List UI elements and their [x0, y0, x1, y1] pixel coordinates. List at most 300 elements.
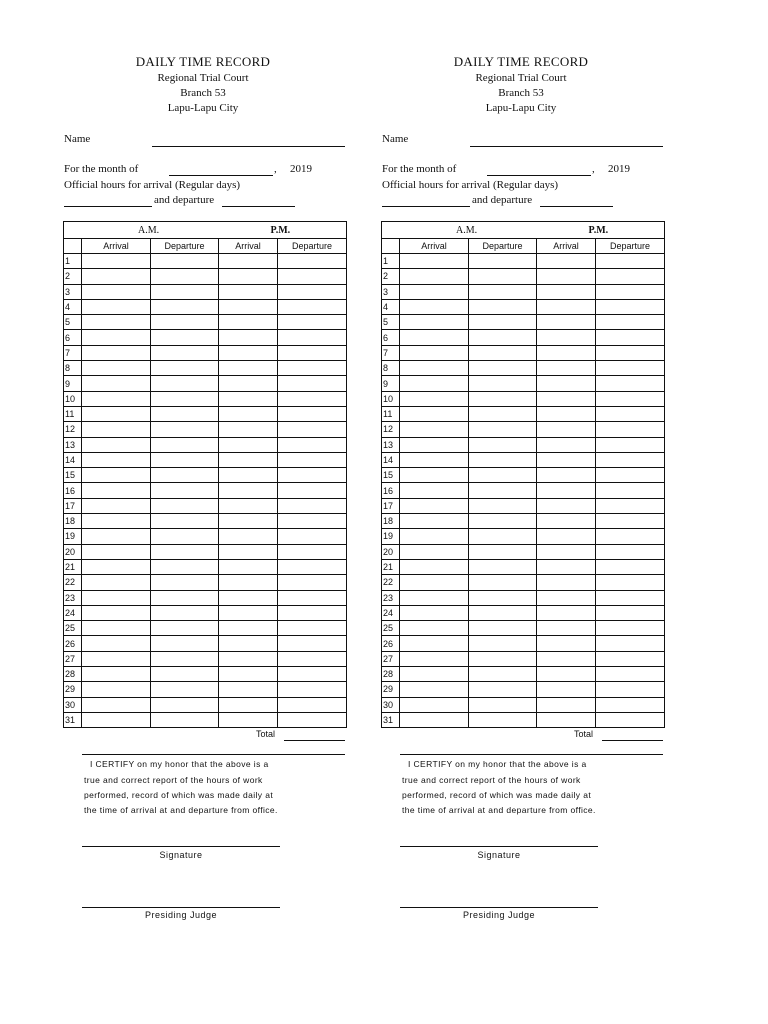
pm-arrival-cell[interactable]	[219, 269, 278, 284]
pm-departure-cell[interactable]	[278, 284, 347, 299]
pm-departure-cell[interactable]	[278, 361, 347, 376]
table-row	[64, 514, 347, 529]
am-arrival-cell[interactable]	[400, 406, 469, 421]
month-comma: ,	[274, 163, 277, 175]
am-departure-cell[interactable]	[469, 376, 537, 391]
signature-line[interactable]	[82, 846, 280, 847]
am-arrival-cell[interactable]	[82, 406, 151, 421]
table-row	[64, 452, 347, 467]
day-number: 12	[64, 422, 82, 437]
am-departure-cell[interactable]	[151, 299, 219, 314]
am-arrival-cell[interactable]	[400, 621, 469, 636]
am-departure-cell[interactable]	[469, 559, 537, 574]
pm-arrival-cell[interactable]	[537, 483, 596, 498]
am-arrival-cell[interactable]	[82, 514, 151, 529]
pm-departure-cell[interactable]	[278, 437, 347, 452]
am-arrival-cell[interactable]	[400, 422, 469, 437]
am-arrival-cell[interactable]	[400, 315, 469, 330]
pm-departure-cell[interactable]	[278, 452, 347, 467]
pm-departure-cell[interactable]	[278, 498, 347, 513]
am-departure-cell[interactable]	[151, 636, 219, 651]
am-arrival-cell[interactable]	[82, 529, 151, 544]
am-departure-cell[interactable]	[469, 667, 537, 682]
am-departure-cell[interactable]	[151, 575, 219, 590]
pm-arrival-cell[interactable]	[537, 636, 596, 651]
pm-arrival-cell[interactable]	[537, 376, 596, 391]
am-departure-cell[interactable]	[151, 483, 219, 498]
am-departure-cell[interactable]	[469, 514, 537, 529]
pm-departure-cell[interactable]	[278, 636, 347, 651]
am-arrival-cell[interactable]	[400, 330, 469, 345]
pm-departure-cell[interactable]	[278, 712, 347, 727]
day-number: 18	[382, 514, 400, 529]
pm-departure-cell[interactable]	[278, 605, 347, 620]
am-departure-cell[interactable]	[469, 636, 537, 651]
am-arrival-cell[interactable]	[82, 559, 151, 574]
pm-arrival-cell[interactable]	[537, 468, 596, 483]
table-row	[382, 284, 665, 299]
am-departure-cell[interactable]	[151, 437, 219, 452]
pm-arrival-cell[interactable]	[219, 590, 278, 605]
name-field[interactable]	[152, 146, 345, 147]
pm-arrival-cell[interactable]	[537, 667, 596, 682]
pm-arrival-cell[interactable]	[219, 254, 278, 269]
am-departure-cell[interactable]	[469, 406, 537, 421]
am-departure-cell[interactable]	[151, 697, 219, 712]
pm-departure-cell[interactable]	[278, 468, 347, 483]
am-departure-cell[interactable]	[151, 605, 219, 620]
pm-departure-cell[interactable]	[278, 590, 347, 605]
am-departure-cell[interactable]	[151, 391, 219, 406]
am-departure-cell[interactable]	[469, 682, 537, 697]
pm-arrival-cell[interactable]	[537, 330, 596, 345]
am-departure-cell[interactable]	[151, 361, 219, 376]
am-arrival-cell[interactable]	[400, 498, 469, 513]
am-arrival-cell[interactable]	[400, 529, 469, 544]
pm-arrival-cell[interactable]	[537, 651, 596, 666]
pm-departure-cell[interactable]	[278, 406, 347, 421]
pm-departure-cell[interactable]	[596, 575, 665, 590]
pm-arrival-cell[interactable]	[219, 651, 278, 666]
pm-arrival-cell[interactable]	[537, 284, 596, 299]
am-departure-cell[interactable]	[469, 254, 537, 269]
am-arrival-cell[interactable]	[400, 605, 469, 620]
am-departure-cell[interactable]	[469, 697, 537, 712]
pm-arrival-cell[interactable]	[537, 529, 596, 544]
am-departure-cell[interactable]	[151, 376, 219, 391]
pm-departure-cell[interactable]	[596, 330, 665, 345]
pm-departure-cell[interactable]	[278, 697, 347, 712]
certify-line-1: I CERTIFY on my honor that the above is a	[90, 759, 269, 769]
pm-arrival-cell[interactable]	[537, 437, 596, 452]
am-arrival-cell[interactable]	[82, 254, 151, 269]
am-arrival-cell[interactable]	[82, 468, 151, 483]
table-row	[64, 682, 347, 697]
month-field[interactable]	[169, 175, 273, 176]
am-departure-cell[interactable]	[151, 269, 219, 284]
table-row	[64, 636, 347, 651]
day-number: 23	[382, 590, 400, 605]
day-number: 26	[382, 636, 400, 651]
pm-arrival-cell[interactable]	[537, 406, 596, 421]
am-arrival-cell[interactable]	[82, 590, 151, 605]
departure-hours-field[interactable]	[222, 206, 295, 207]
pm-departure-cell[interactable]	[596, 544, 665, 559]
presiding-judge-line[interactable]	[82, 907, 280, 908]
am-arrival-cell[interactable]	[400, 284, 469, 299]
pm-arrival-cell[interactable]	[219, 483, 278, 498]
pm-arrival-cell[interactable]	[219, 361, 278, 376]
pm-arrival-cell[interactable]	[219, 544, 278, 559]
pm-departure-cell[interactable]	[596, 483, 665, 498]
year-value: 2019	[608, 163, 630, 175]
pm-arrival-cell[interactable]	[219, 636, 278, 651]
am-departure-cell[interactable]	[469, 468, 537, 483]
am-arrival-cell[interactable]	[400, 559, 469, 574]
am-arrival-cell[interactable]	[400, 682, 469, 697]
am-arrival-cell[interactable]	[400, 468, 469, 483]
pm-departure-cell[interactable]	[596, 590, 665, 605]
pm-departure-cell[interactable]	[596, 667, 665, 682]
pm-arrival-cell[interactable]	[219, 667, 278, 682]
pm-arrival-cell[interactable]	[219, 559, 278, 574]
am-arrival-cell[interactable]	[400, 590, 469, 605]
table-row	[382, 299, 665, 314]
pm-arrival-cell[interactable]	[537, 514, 596, 529]
day-number: 19	[64, 529, 82, 544]
official-hours-label: Official hours for arrival (Regular days)	[64, 179, 241, 191]
arrival-hours-field[interactable]	[64, 206, 152, 207]
am-arrival-cell[interactable]	[82, 345, 151, 360]
am-arrival-cell[interactable]	[400, 361, 469, 376]
pm-arrival-cell[interactable]	[537, 315, 596, 330]
am-departure-cell[interactable]	[469, 315, 537, 330]
am-arrival-cell[interactable]	[400, 376, 469, 391]
am-departure-cell[interactable]	[469, 605, 537, 620]
am-arrival-cell[interactable]	[82, 437, 151, 452]
pm-departure-cell[interactable]	[278, 667, 347, 682]
pm-departure-cell[interactable]	[596, 636, 665, 651]
total-field[interactable]	[284, 740, 345, 741]
pm-departure-cell[interactable]	[278, 514, 347, 529]
am-departure-cell[interactable]	[469, 361, 537, 376]
pm-departure-cell[interactable]	[596, 269, 665, 284]
am-departure-cell[interactable]	[151, 345, 219, 360]
pm-departure-cell[interactable]	[278, 529, 347, 544]
am-departure-cell[interactable]	[469, 299, 537, 314]
am-departure-cell[interactable]	[469, 269, 537, 284]
am-departure-cell[interactable]	[469, 590, 537, 605]
pm-departure-cell[interactable]	[596, 437, 665, 452]
pm-arrival-cell[interactable]	[537, 422, 596, 437]
am-arrival-cell[interactable]	[82, 391, 151, 406]
am-arrival-cell[interactable]	[400, 254, 469, 269]
pm-departure-cell[interactable]	[596, 605, 665, 620]
am-arrival-cell[interactable]	[82, 544, 151, 559]
pm-departure-cell[interactable]	[596, 361, 665, 376]
am-departure-cell[interactable]	[151, 682, 219, 697]
pm-departure-cell[interactable]	[596, 376, 665, 391]
pm-departure-cell[interactable]	[278, 269, 347, 284]
pm-departure-cell[interactable]	[278, 315, 347, 330]
pm-arrival-cell[interactable]	[537, 345, 596, 360]
am-departure-cell[interactable]	[469, 498, 537, 513]
am-arrival-cell[interactable]	[82, 284, 151, 299]
pm-departure-cell[interactable]	[596, 284, 665, 299]
pm-departure-cell[interactable]	[596, 498, 665, 513]
pm-arrival-cell[interactable]	[537, 254, 596, 269]
am-arrival-cell[interactable]	[82, 269, 151, 284]
pm-departure-cell[interactable]	[596, 621, 665, 636]
pm-arrival-cell[interactable]	[537, 544, 596, 559]
pm-arrival-cell[interactable]	[219, 697, 278, 712]
am-departure-cell[interactable]	[469, 452, 537, 467]
pm-departure-cell[interactable]	[278, 299, 347, 314]
pm-arrival-cell[interactable]	[537, 452, 596, 467]
pm-arrival-cell[interactable]	[537, 682, 596, 697]
am-departure-cell[interactable]	[151, 590, 219, 605]
am-departure-cell[interactable]	[151, 452, 219, 467]
pm-arrival-cell[interactable]	[219, 452, 278, 467]
am-arrival-cell[interactable]	[400, 636, 469, 651]
pm-departure-cell[interactable]	[278, 330, 347, 345]
arrival-hours-field[interactable]	[382, 206, 470, 207]
am-arrival-cell[interactable]	[400, 697, 469, 712]
am-departure-cell[interactable]	[151, 468, 219, 483]
pm-arrival-cell[interactable]	[219, 345, 278, 360]
year-value: 2019	[290, 163, 312, 175]
am-arrival-cell[interactable]	[82, 636, 151, 651]
day-number: 4	[382, 299, 400, 314]
am-arrival-cell[interactable]	[400, 514, 469, 529]
pm-departure-cell[interactable]	[596, 452, 665, 467]
am-departure-cell[interactable]	[151, 284, 219, 299]
am-arrival-cell[interactable]	[400, 269, 469, 284]
table-row	[64, 544, 347, 559]
month-field[interactable]	[487, 175, 591, 176]
pm-departure-cell[interactable]	[596, 345, 665, 360]
pm-arrival-cell[interactable]	[219, 575, 278, 590]
am-departure-cell[interactable]	[151, 544, 219, 559]
pm-departure-cell[interactable]	[596, 697, 665, 712]
pm-departure-cell[interactable]	[278, 376, 347, 391]
am-arrival-cell[interactable]	[82, 498, 151, 513]
am-departure-cell[interactable]	[469, 330, 537, 345]
pm-arrival-cell[interactable]	[219, 498, 278, 513]
pm-arrival-cell[interactable]	[219, 468, 278, 483]
pm-arrival-cell[interactable]	[219, 682, 278, 697]
pm-arrival-cell[interactable]	[219, 712, 278, 727]
pm-arrival-cell[interactable]	[219, 437, 278, 452]
am-departure-cell[interactable]	[151, 254, 219, 269]
pm-arrival-cell[interactable]	[219, 422, 278, 437]
am-departure-cell[interactable]	[151, 651, 219, 666]
pm-departure-cell[interactable]	[596, 712, 665, 727]
am-arrival-cell[interactable]	[400, 452, 469, 467]
am-departure-cell[interactable]	[469, 437, 537, 452]
pm-departure-cell[interactable]	[596, 651, 665, 666]
am-arrival-cell[interactable]	[400, 651, 469, 666]
am-arrival-cell[interactable]	[82, 299, 151, 314]
am-arrival-cell[interactable]	[82, 712, 151, 727]
pm-arrival-cell[interactable]	[537, 559, 596, 574]
pm-arrival-cell[interactable]	[537, 590, 596, 605]
am-arrival-cell[interactable]	[400, 483, 469, 498]
am-arrival-cell[interactable]	[400, 345, 469, 360]
pm-arrival-cell[interactable]	[537, 605, 596, 620]
day-number: 13	[64, 437, 82, 452]
table-row	[64, 361, 347, 376]
pm-arrival-cell[interactable]	[219, 514, 278, 529]
am-arrival-cell[interactable]	[82, 483, 151, 498]
table-row	[64, 269, 347, 284]
pm-departure-cell[interactable]	[278, 559, 347, 574]
pm-arrival-cell[interactable]	[219, 529, 278, 544]
am-arrival-cell[interactable]	[82, 361, 151, 376]
presiding-judge-line[interactable]	[400, 907, 598, 908]
am-arrival-cell[interactable]	[82, 605, 151, 620]
am-departure-cell[interactable]	[151, 712, 219, 727]
certify-line-3: performed, record of which was made daily at	[402, 790, 592, 800]
am-arrival-cell[interactable]	[82, 315, 151, 330]
day-number: 31	[382, 712, 400, 727]
am-departure-cell[interactable]	[469, 712, 537, 727]
total-field[interactable]	[602, 740, 663, 741]
am-arrival-cell[interactable]	[82, 667, 151, 682]
table-row	[382, 697, 665, 712]
pm-departure-cell[interactable]	[278, 422, 347, 437]
pm-arrival-cell[interactable]	[219, 406, 278, 421]
form-title: DAILY TIME RECORD	[135, 54, 271, 69]
pm-departure-cell[interactable]	[278, 483, 347, 498]
pm-arrival-cell[interactable]	[219, 391, 278, 406]
departure-hours-field[interactable]	[540, 206, 613, 207]
pm-departure-cell[interactable]	[278, 651, 347, 666]
am-departure-cell[interactable]	[151, 621, 219, 636]
pm-arrival-cell[interactable]	[219, 330, 278, 345]
am-departure-cell[interactable]	[151, 498, 219, 513]
pm-departure-cell[interactable]	[596, 391, 665, 406]
signature-line[interactable]	[400, 846, 598, 847]
am-departure-cell[interactable]	[469, 483, 537, 498]
pm-departure-cell[interactable]	[596, 682, 665, 697]
am-departure-cell[interactable]	[469, 391, 537, 406]
am-arrival-cell[interactable]	[82, 422, 151, 437]
am-departure-cell[interactable]	[151, 667, 219, 682]
pm-departure-cell[interactable]	[596, 422, 665, 437]
table-row	[64, 605, 347, 620]
am-departure-cell[interactable]	[469, 651, 537, 666]
am-arrival-cell[interactable]	[400, 544, 469, 559]
am-arrival-cell[interactable]	[400, 667, 469, 682]
pm-arrival-cell[interactable]	[537, 299, 596, 314]
am-departure-cell[interactable]	[151, 559, 219, 574]
am-arrival-cell[interactable]	[82, 575, 151, 590]
pm-arrival-cell[interactable]	[537, 269, 596, 284]
table-row	[382, 498, 665, 513]
pm-arrival-cell[interactable]	[219, 621, 278, 636]
pm-departure-cell[interactable]	[596, 299, 665, 314]
am-arrival-cell[interactable]	[400, 575, 469, 590]
am-departure-cell[interactable]	[469, 284, 537, 299]
table-row	[382, 452, 665, 467]
am-departure-cell[interactable]	[469, 621, 537, 636]
am-departure-cell[interactable]	[469, 575, 537, 590]
name-field[interactable]	[470, 146, 663, 147]
pm-arrival-cell[interactable]	[537, 712, 596, 727]
table-row	[64, 376, 347, 391]
am-header: A.M.	[64, 222, 219, 239]
pm-arrival-cell[interactable]	[219, 315, 278, 330]
pm-departure-cell[interactable]	[278, 682, 347, 697]
pm-departure-cell[interactable]	[278, 254, 347, 269]
table-row	[382, 391, 665, 406]
am-arrival-cell[interactable]	[82, 682, 151, 697]
am-arrival-cell[interactable]	[82, 376, 151, 391]
pm-arrival-cell[interactable]	[219, 299, 278, 314]
am-arrival-cell[interactable]	[400, 712, 469, 727]
am-departure-cell[interactable]	[151, 514, 219, 529]
am-arrival-cell[interactable]	[82, 621, 151, 636]
am-arrival-cell[interactable]	[82, 330, 151, 345]
am-departure-cell[interactable]	[469, 529, 537, 544]
am-departure-cell[interactable]	[469, 345, 537, 360]
am-departure-cell[interactable]	[151, 529, 219, 544]
am-departure-cell[interactable]	[151, 422, 219, 437]
pm-arrival-cell[interactable]	[537, 361, 596, 376]
am-departure-cell[interactable]	[151, 406, 219, 421]
pm-arrival-cell[interactable]	[219, 284, 278, 299]
pm-arrival-cell[interactable]	[537, 391, 596, 406]
pm-departure-cell[interactable]	[278, 621, 347, 636]
am-arrival-cell[interactable]	[400, 299, 469, 314]
am-arrival-cell[interactable]	[400, 391, 469, 406]
pm-arrival-cell[interactable]	[537, 498, 596, 513]
am-departure-cell[interactable]	[151, 315, 219, 330]
pm-arrival-cell[interactable]	[537, 575, 596, 590]
pm-departure-cell[interactable]	[596, 315, 665, 330]
day-number: 17	[382, 498, 400, 513]
pm-arrival-cell[interactable]	[219, 605, 278, 620]
table-row	[64, 299, 347, 314]
am-arrival-cell[interactable]	[400, 437, 469, 452]
pm-departure-cell[interactable]	[278, 544, 347, 559]
pm-departure-cell[interactable]	[596, 406, 665, 421]
pm-departure-cell[interactable]	[278, 391, 347, 406]
table-row	[382, 345, 665, 360]
pm-arrival-cell[interactable]	[537, 621, 596, 636]
pm-departure-cell[interactable]	[596, 514, 665, 529]
pm-departure-cell[interactable]	[278, 575, 347, 590]
pm-departure-cell[interactable]	[278, 345, 347, 360]
am-departure-cell[interactable]	[151, 330, 219, 345]
day-number: 5	[382, 315, 400, 330]
am-arrival-cell[interactable]	[82, 651, 151, 666]
name-label: Name	[382, 133, 409, 145]
am-arrival-cell[interactable]	[82, 452, 151, 467]
pm-departure-cell[interactable]	[596, 254, 665, 269]
am-arrival-cell[interactable]	[82, 697, 151, 712]
am-departure-cell[interactable]	[469, 422, 537, 437]
day-number: 14	[64, 452, 82, 467]
pm-arrival-cell[interactable]	[537, 697, 596, 712]
pm-departure-cell[interactable]	[596, 559, 665, 574]
table-row	[64, 345, 347, 360]
pm-departure-cell[interactable]	[596, 468, 665, 483]
pm-departure-cell[interactable]	[596, 529, 665, 544]
am-departure-cell[interactable]	[469, 544, 537, 559]
pm-arrival-cell[interactable]	[219, 376, 278, 391]
